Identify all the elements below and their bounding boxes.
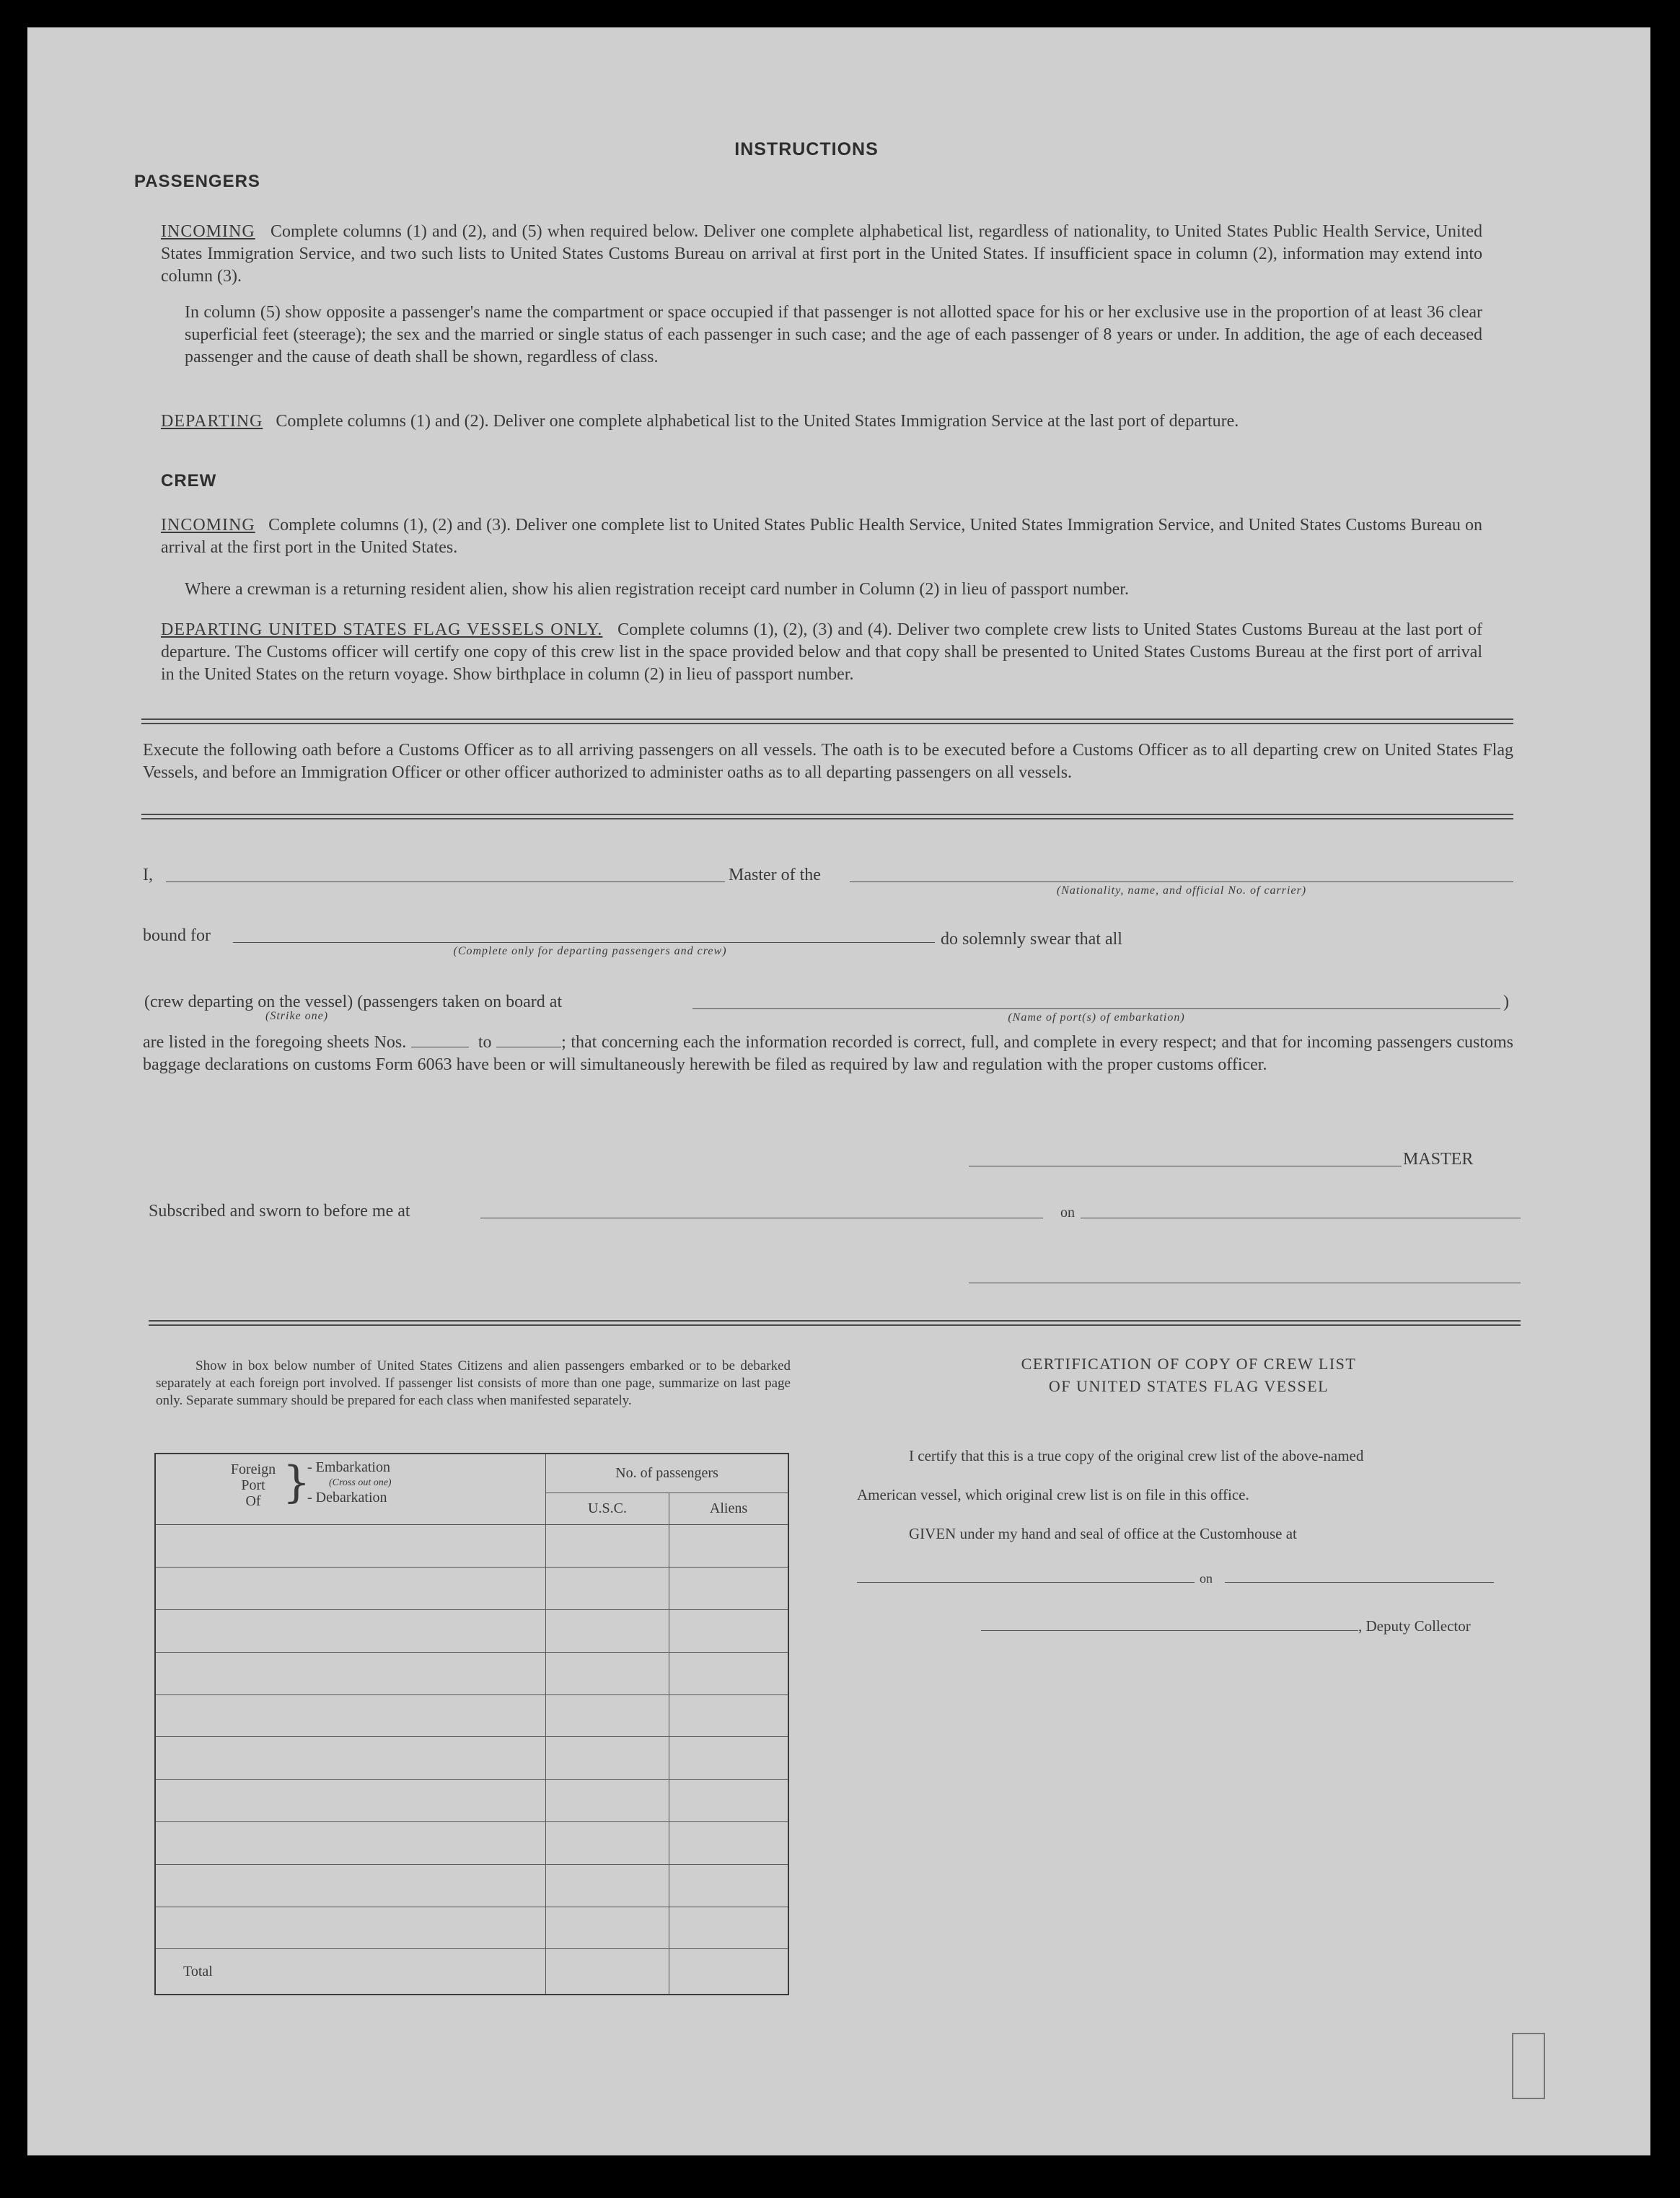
port-word: Port: [241, 1477, 265, 1493]
port-cell[interactable]: [155, 1907, 546, 1949]
usc-cell[interactable]: [546, 1609, 669, 1652]
port-cell[interactable]: [155, 1652, 546, 1694]
sheet-to-label: to: [478, 1033, 492, 1052]
given-line: GIVEN under my hand and seal of office at the Customhouse at: [909, 1525, 1297, 1542]
port-cell[interactable]: [155, 1822, 546, 1865]
deputy-signature-line[interactable]: [981, 1630, 1358, 1631]
certify-line-2: American vessel, which original crew list is on file in this office.: [857, 1486, 1249, 1503]
bound-for-label: bound for: [143, 926, 211, 945]
deputy-collector-label: , Deputy Collector: [1358, 1617, 1471, 1635]
strike-one-caption: (Strike one): [265, 1010, 329, 1022]
solemnly-swear-label: do solemnly swear that all: [935, 930, 1122, 949]
bound-for-caption: (Complete only for departing passengers and crew): [453, 945, 727, 957]
of-word: Of: [245, 1493, 261, 1509]
close-paren: ): [1503, 993, 1509, 1011]
form-page: [27, 27, 1650, 2155]
passengers-heading: PASSENGERS: [134, 172, 260, 191]
certification-title-2: OF UNITED STATES FLAG VESSEL: [1048, 1377, 1329, 1395]
passengers-incoming-paragraph: [161, 221, 1482, 288]
usc-cell[interactable]: [546, 1737, 669, 1780]
total-usc-cell[interactable]: [546, 1949, 669, 1995]
passengers-departing-text: Complete columns (1) and (2). Deliver one complete alphabetical list to the United States Immigration Service at the last port of departure.: [276, 412, 1239, 431]
subscribed-label: Subscribed and sworn to before me at: [149, 1202, 410, 1221]
corner-box: [1512, 2033, 1545, 2099]
usc-cell[interactable]: [546, 1822, 669, 1865]
embarkation-option[interactable]: - Embarkation: [307, 1459, 390, 1475]
passengers-incoming-text: Complete columns (1) and (2), and (5) when required below. Deliver one complete alphabetical list, regardless of nationality, to United States Public Health Service, United States Immigration Service, and two such lists to United States Customs Bureau on arrival at first port in the United States. If insufficient space in column (2), information may extend into column (3).: [161, 222, 1483, 286]
passenger-summary-table: [154, 1453, 789, 1995]
aliens-cell[interactable]: [669, 1652, 789, 1694]
certification-date-line[interactable]: [1225, 1582, 1494, 1583]
certification-on-label: on: [1200, 1571, 1213, 1586]
passengers-column5-paragraph: In column (5) show opposite a passenger's name the compartment or space occupied if that passenger is not allotted space for his or her exclusive use in the proportion of at least 36 clear superficial feet (steerage); the sex and the married or single status of each passenger in such case; and the age of each passenger of 8 years or under. In addition, the age of each deceased passenger and the cause of death shall be shown, regardless of class.: [185, 303, 1482, 366]
cross-out-caption: (Cross out one): [329, 1477, 392, 1488]
foreign-word: Foreign: [230, 1461, 276, 1477]
brace-glyph: }: [283, 1457, 311, 1508]
port-cell[interactable]: [155, 1568, 546, 1610]
crew-incoming-label: INCOMING: [161, 516, 255, 535]
oath-intro: Execute the following oath before a Customs Officer as to all arriving passengers on all vessels. The oath is to be executed before a Customs Officer as to all departing crew on United States Flag Vessels, and before an Immigration Officer or other officer authorized to administer oaths as to all departing passengers on all vessels.: [143, 741, 1513, 782]
total-aliens-cell[interactable]: [669, 1949, 789, 1995]
oath-statement: [143, 1032, 1513, 1076]
double-rule: [141, 814, 1513, 819]
usc-cell[interactable]: [546, 1652, 669, 1694]
aliens-cell[interactable]: [669, 1609, 789, 1652]
port-cell[interactable]: [155, 1864, 546, 1907]
usc-cell[interactable]: [546, 1525, 669, 1568]
certification-title-1: CERTIFICATION OF COPY OF CREW LIST: [1021, 1355, 1357, 1373]
port-cell[interactable]: [155, 1609, 546, 1652]
passengers-departing-label: DEPARTING: [161, 412, 263, 431]
double-rule: [149, 1320, 1521, 1326]
port-cell[interactable]: [155, 1694, 546, 1737]
port-header-cell: [155, 1454, 546, 1525]
embark-debark-options: [307, 1460, 392, 1505]
usc-cell[interactable]: [546, 1864, 669, 1907]
certify-line-1: I certify that this is a true copy of the original crew list of the above-named: [909, 1447, 1364, 1464]
page-title: INSTRUCTIONS: [734, 139, 879, 159]
crew-departing-label-oath: (crew departing on the vessel) (passengers taken on board at: [144, 993, 563, 1011]
crew-departing-text: Complete columns (1), (2), (3) and (4). Deliver two complete crew lists to United States Customs Bureau at the last port of departure. The Customs officer will certify one copy of this crew list in the space provided below and that copy shall be presented to United States Customs Bureau at the first port of arrival in the United States on the return voyage. Show birthplace in column (2) in lieu of passport number.: [161, 620, 1483, 684]
no-of-passengers-header: No. of passengers: [546, 1454, 789, 1493]
usc-cell[interactable]: [546, 1568, 669, 1610]
crew-heading: CREW: [161, 471, 217, 491]
aliens-cell[interactable]: [669, 1822, 789, 1865]
double-rule: [141, 718, 1513, 724]
carrier-caption: (Nationality, name, and official No. of carrier): [1056, 884, 1307, 897]
usc-cell[interactable]: [546, 1780, 669, 1822]
usc-cell[interactable]: [546, 1907, 669, 1949]
embarkation-port-line[interactable]: [692, 1008, 1500, 1009]
summary-instructions: Show in box below number of United States Citizens and alien passengers embarked or to be debarked separately at each foreign port involved. If passenger list consists of more than one page, summarize on last page only. Separate summary should be prepared for each class when manifested separately.: [156, 1358, 791, 1408]
crew-resident-paragraph: Where a crewman is a returning resident alien, show his alien registration receipt card number in Column (2) in lieu of passport number.: [185, 580, 1129, 599]
aliens-cell[interactable]: [669, 1907, 789, 1949]
subscribed-on-label: on: [1060, 1205, 1075, 1221]
crew-departing-paragraph: [161, 619, 1482, 686]
foreign-port-of-label: [228, 1461, 278, 1509]
port-caption: (Name of port(s) of embarkation): [1008, 1011, 1185, 1024]
aliens-cell[interactable]: [669, 1864, 789, 1907]
usc-header: U.S.C.: [546, 1493, 669, 1524]
aliens-cell[interactable]: [669, 1694, 789, 1737]
aliens-header: Aliens: [669, 1493, 789, 1524]
oath-statement-text: ; that concerning each the information recorded is correct, full, and complete in every respect; and that for incoming passengers customs baggage declarations on customs Form 6063 have been or will simultaneously herewith be filed as required by law and regulation with the proper customs officer.: [143, 1033, 1514, 1074]
oath-i-label: I,: [143, 866, 153, 884]
crew-incoming-text: Complete columns (1), (2) and (3). Deliver one complete list to United States Public Health Service, United States Immigration Service, and United States Customs Bureau on arrival at the first port in the United States.: [161, 516, 1482, 557]
listed-sheets-label: are listed in the foregoing sheets Nos.: [143, 1033, 407, 1052]
port-cell[interactable]: [155, 1780, 546, 1822]
aliens-cell[interactable]: [669, 1737, 789, 1780]
master-of-the-label: Master of the: [729, 866, 821, 884]
passengers-departing-paragraph: [161, 410, 1482, 433]
master-label: MASTER: [1403, 1150, 1474, 1169]
sheet-from-field[interactable]: [411, 1034, 469, 1047]
debarkation-option[interactable]: - Debarkation: [307, 1490, 387, 1505]
usc-cell[interactable]: [546, 1694, 669, 1737]
customhouse-line[interactable]: [857, 1582, 1195, 1583]
crew-departing-label: DEPARTING UNITED STATES FLAG VESSELS ONLY.: [161, 620, 603, 639]
port-cell[interactable]: [155, 1737, 546, 1780]
aliens-cell[interactable]: [669, 1568, 789, 1610]
bound-for-line[interactable]: [233, 942, 947, 943]
sheet-to-field[interactable]: [496, 1034, 561, 1047]
port-cell[interactable]: [155, 1525, 546, 1568]
crew-incoming-paragraph: [161, 514, 1482, 559]
passengers-incoming-label: INCOMING: [161, 222, 255, 241]
total-label-cell: Total: [155, 1949, 546, 1995]
aliens-cell[interactable]: [669, 1780, 789, 1822]
aliens-cell[interactable]: [669, 1525, 789, 1568]
